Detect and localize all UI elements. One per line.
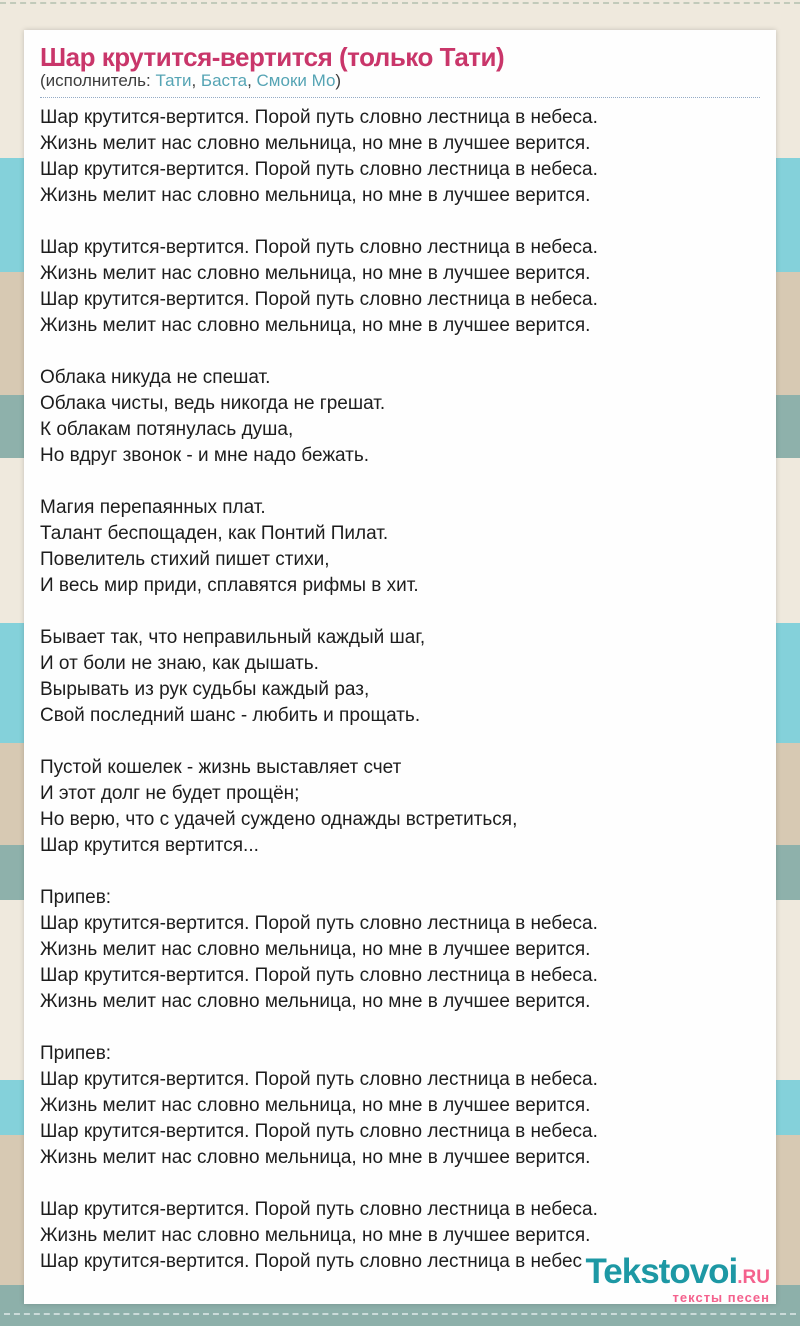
- lyrics-text: [40, 105, 760, 1275]
- page-title: Шар крутится-вертится (только Тати): [40, 42, 505, 72]
- lyrics-line: Жизнь мелит нас словно мельница, но мне в лучшее верится.: [40, 133, 591, 154]
- lyrics-line: И этот долг не будет прощён;: [40, 783, 300, 804]
- artist-link[interactable]: Тати: [155, 71, 192, 90]
- footer-dashed-line: [4, 1313, 796, 1315]
- site-logo-brand: Tekstovoi: [585, 1252, 738, 1291]
- lyrics-blank-line: [40, 1015, 760, 1041]
- lyrics-line: Жизнь мелит нас словно мельница, но мне в лучшее верится.: [40, 939, 591, 960]
- artist-link[interactable]: Смоки Мо: [256, 71, 336, 90]
- lyrics-line: Шар крутится-вертится. Порой путь словно лестница в небеса.: [40, 1069, 598, 1090]
- lyrics-blank-line: [40, 859, 760, 885]
- lyrics-line: Облака чисты, ведь никогда не грешат.: [40, 393, 386, 414]
- lyrics-line: Жизнь мелит нас словно мельница, но мне в лучшее верится.: [40, 185, 591, 206]
- site-logo-tagline: тексты песен: [672, 1290, 770, 1305]
- lyrics-line: Вырывать из рук судьбы каждый раз,: [40, 679, 370, 700]
- lyrics-line: Свой последний шанс - любить и прощать.: [40, 705, 421, 726]
- site-logo[interactable]: [585, 1254, 770, 1304]
- artist-suffix: ): [335, 71, 342, 90]
- lyrics-line: Шар крутится-вертится. Порой путь словно лестница в небес: [40, 1251, 583, 1272]
- lyrics-line: Припев:: [40, 1043, 112, 1064]
- lyrics-line: Шар крутится-вертится. Порой путь словно лестница в небеса.: [40, 1199, 598, 1220]
- lyrics-line: Жизнь мелит нас словно мельница, но мне в лучшее верится.: [40, 315, 591, 336]
- lyrics-blank-line: [40, 469, 760, 495]
- top-dashed-line: [0, 2, 800, 4]
- lyrics-line: Жизнь мелит нас словно мельница, но мне в лучшее верится.: [40, 1095, 591, 1116]
- lyrics-line: Шар крутится-вертится. Порой путь словно лестница в небеса.: [40, 965, 598, 986]
- lyrics-line: Облака никуда не спешат.: [40, 367, 271, 388]
- lyrics-line: Шар крутится-вертится. Порой путь словно лестница в небеса.: [40, 107, 598, 128]
- lyrics-line: Шар крутится вертится...: [40, 835, 259, 856]
- artist-link[interactable]: Баста: [200, 71, 248, 90]
- lyrics-blank-line: [40, 339, 760, 365]
- lyrics-line: Бывает так, что неправильный каждый шаг,: [40, 627, 426, 648]
- content-panel: [24, 30, 776, 1304]
- lyrics-line: Талант беспощаден, как Понтий Пилат.: [40, 523, 389, 544]
- site-logo-wordmark[interactable]: [585, 1254, 770, 1289]
- lyrics-line: Жизнь мелит нас словно мельница, но мне в лучшее верится.: [40, 991, 591, 1012]
- lyrics-line: Жизнь мелит нас словно мельница, но мне в лучшее верится.: [40, 1147, 591, 1168]
- lyrics-blank-line: [40, 599, 760, 625]
- lyrics-line: И от боли не знаю, как дышать.: [40, 653, 319, 674]
- lyrics-line: Шар крутится-вертится. Порой путь словно лестница в небеса.: [40, 159, 598, 180]
- lyrics-line: К облакам потянулась душа,: [40, 419, 294, 440]
- site-logo-tld: .RU: [737, 1267, 770, 1288]
- lyrics-line: Повелитель стихий пишет стихи,: [40, 549, 330, 570]
- lyrics-line: Пустой кошелек - жизнь выставляет счет: [40, 757, 402, 778]
- lyrics-line: Шар крутится-вертится. Порой путь словно лестница в небеса.: [40, 237, 598, 258]
- lyrics-line: Но вдруг звонок - и мне надо бежать.: [40, 445, 370, 466]
- lyrics-line: Шар крутится-вертится. Порой путь словно лестница в небеса.: [40, 913, 598, 934]
- lyrics-line: Припев:: [40, 887, 112, 908]
- lyrics-line: Шар крутится-вертится. Порой путь словно лестница в небеса.: [40, 1121, 598, 1142]
- lyrics-blank-line: [40, 1171, 760, 1197]
- lyrics-blank-line: [40, 209, 760, 235]
- artist-line: (исполнитель: Тати, Баста, Смоки Мо): [40, 71, 760, 98]
- lyrics-line: Магия перепаянных плат.: [40, 497, 266, 518]
- lyrics-line: Но верю, что с удачей суждено однажды встретиться,: [40, 809, 518, 830]
- lyrics-line: Шар крутится-вертится. Порой путь словно лестница в небеса.: [40, 289, 598, 310]
- lyrics-line: И весь мир приди, сплавятся рифмы в хит.: [40, 575, 419, 596]
- artist-prefix: (исполнитель:: [40, 71, 156, 90]
- lyrics-line: Жизнь мелит нас словно мельница, но мне в лучшее верится.: [40, 1225, 591, 1246]
- lyrics-blank-line: [40, 729, 760, 755]
- lyrics-line: Жизнь мелит нас словно мельница, но мне в лучшее верится.: [40, 263, 591, 284]
